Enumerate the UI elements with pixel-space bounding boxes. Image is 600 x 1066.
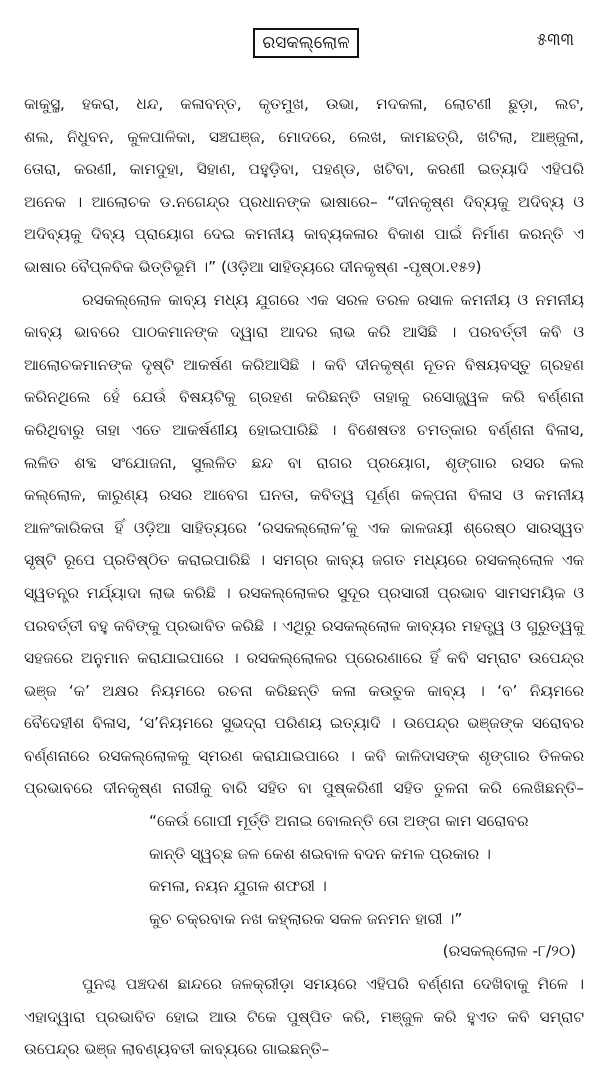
text-line: ପ୍ରଭାବରେ ଦୀନକୃଷ୍ଣ ନାରୀକୁ ବାରି ସହିତ ବା ପୁଷ୍କରିଣୀ ସହିତ ତୁଳନା କରି ଲେଖିଛନ୍ତି– — [24, 779, 584, 798]
text-line: ଆଲୋଚକମାନଙ୍କ ଦୃଷ୍ଟି ଆକର୍ଷଣ କରିଆସିଛି । କବି ଦୀନକୃଷ୍ଣ ନୂତନ ବିଷୟବସ୍ତୁ ଗ୍ରହଣ — [24, 355, 584, 374]
text-line: କାକୁସ୍ଥ, ହକରା, ଧନ୍ଦ, କଳାବନ୍ତ, କୃତମୁଖ, ଉଭା, ମଦକଳା, ଲୋଟଣୀ ଛୁଡ଼ା, ଲଟ, — [24, 95, 584, 113]
text-line: ଲଳିତ ଶବ୍ଦ ସଂଯୋଜନା, ସୁଲଳିତ ଛନ୍ଦ ବା ରାଗର ପ୍ରୟୋଗ, ଶୃଙ୍ଗାର ରସର କଲ — [24, 453, 584, 472]
text-line: ପୁନଶ୍ଚ ପଞ୍ଚଦଶ ଛାନ୍ଦରେ ଜଳକ୍ରୀଡ଼ା ସମୟରେ ଏହିପରି ବର୍ଣ୍ଣନା ଦେଖିବାକୁ ମିଳେ । — [82, 975, 584, 994]
text-line: କଲ୍ଲୋଳ, କାରୁଣ୍ୟ ରସର ଆବେଗ ଘନତା, କବିତ୍ୱ ପୂର୍ଣ୍ଣ କଳ୍ପନା ବିଳାସ ଓ କମନୀୟ — [24, 486, 584, 505]
verse-line: କାନ୍ତି ସ୍ୱଚ୍ଛ ଜଳ କେଶ ଶଇବାଳ ବଦନ କମଳ ପ୍ରକାର । — [149, 844, 491, 863]
text-line: ସୃଷ୍ଟି ରୂପେ ପ୍ରତିଷ୍ଠିତ କରାଇପାରିଛି । ସମଗ୍ର କାବ୍ୟ ଜଗତ ମଧ୍ୟରେ ରସକଲ୍ଲୋଳ ଏକ — [24, 551, 584, 570]
verse-line: କମଳା, ନୟନ ଯୁଗଳ ଶଫରୀ । — [149, 877, 327, 896]
verse-quote — [24, 805, 584, 935]
text-line: ଅଦିବ୍ୟକୁ ଦିବ୍ୟ ପ୍ରାୟୋଗ ଦେଇ କମନୀୟ କାବ୍ୟକଳାର ବିକାଶ ପାଇଁ ନିର୍ମାଣ କରନ୍ତି ଏ — [24, 225, 584, 244]
text-line: କାବ୍ୟ ଭାବରେ ପାଠକମାନଙ୍କ ଦ୍ୱାରା ଆଦର ଲାଭ କରି ଆସିଛି । ପରବର୍ତ୍ତୀ କବି ଓ — [24, 323, 584, 342]
paragraph-3 — [24, 968, 584, 1066]
text-line: ଅନେକ । ଆଲୋଚକ ଡ.ନଗେନ୍ଦ୍ର ପ୍ରଧାନଙ୍କ ଭାଷାରେ– “ଦୀନକୃଷ୍ଣ ଦିବ୍ୟକୁ ଅଦିବ୍ୟ ଓ — [24, 192, 584, 211]
text-line: ରସକଲ୍ଲୋଳ କାବ୍ୟ ମଧ୍ୟ ଯୁଗରେ ଏକ ସରଳ ତରଳ ରସାଳ କମନୀୟ ଓ ନମନୀୟ — [82, 290, 584, 309]
paragraph-2 — [24, 284, 584, 806]
text-line: ଶଲ, ନିଧୁବନ, କୁଳପାଳିକା, ସଞ୍ଚଘଞ୍ଜ, ମୋଦରେ, ଲେଖ, କାମଛତ୍ରି, ଖଟିଲା, ଆଞ୍ଜୁଳା, — [24, 127, 584, 146]
verse-line: “କେଉଁ ଗୋପୀ ମୂର୍ତ୍ତି ଅନାଇ ବୋଲନ୍ତି ତୋ ଅଙ୍ଗ କାମ ସରୋବର — [149, 812, 529, 831]
text-line: ପରବର୍ତ୍ତୀ ବହୁ କବିଙ୍କୁ ପ୍ରଭାବିତ କରିଛି । ଏଥିରୁ ରସକଲ୍ଲୋଳ କାବ୍ୟର ମହତ୍ତ୍ୱ ଓ ଗୁରୁତ୍ୱକୁ — [24, 616, 584, 635]
text-line: ଆଳଂକାରିକତା ହିଁ ଓଡ଼ିଆ ସାହିତ୍ୟରେ ‘ରସକଲ୍ଲୋଳ’କୁ ଏକ କାଳଜୟୀ ଶ୍ରେଷ୍ଠ ସାରସ୍ୱତ — [24, 518, 584, 537]
verse-line: କୁଚ ଚକ୍ରବାକ ନଖ କହ୍ଲାରକ ସକଳ ଜନମନ ହାରୀ ।” — [149, 909, 463, 928]
text-line: ବର୍ଣ୍ଣନାରେ ରସକଲ୍ଲୋଳକୁ ସ୍ମରଣ କରାଯାଇପାରେ । କବି କାଳିଦାସଙ୍କ ଶୃଙ୍ଗାର ତିଳକର — [24, 746, 584, 765]
text-line: କରିଥିବାରୁ ତାହା ଏତେ ଆକର୍ଷଣୀୟ ହୋଇପାରିଛି । ବିଶେଷତଃ ଚମତ୍କାର ବର୍ଣ୍ଣନା ବିଳାସ, — [24, 420, 584, 439]
text-line: ସହଜରେ ଅନୁମାନ କରାଯାଇପାରେ । ରସକଲ୍ଲୋଳର ପ୍ରେରଣାରେ ହିଁ କବି ସମ୍ରାଟ ଉପେନ୍ଦ୍ର — [24, 649, 584, 668]
text-line: ବୈଦେହୀଶ ବିଳାସ, ‘ସ’ନିୟମରେ ସୁଭଦ୍ରା ପରିଣୟ ଇତ୍ୟାଦି । ଉପେନ୍ଦ୍ର ଭଞ୍ଜଙ୍କ ସରୋବର — [24, 714, 584, 733]
text-line: ସ୍ୱତନ୍ତ୍ର ମର୍ଯ୍ୟାଦା ଲାଭ କରିଛି । ରସକଲ୍ଲୋଳର ସୁଦୂର ପ୍ରସାରୀ ପ୍ରଭାବ ସାମସମୟିକ ଓ — [24, 583, 584, 602]
text-line: ଉପେନ୍ଦ୍ର ଭଞ୍ଜ ଲାବଣ୍ୟବତୀ କାବ୍ୟରେ ଗାଇଛନ୍ତି– — [24, 1040, 330, 1059]
text-line: ଭଞ୍ଜ ‘କ’ ଅକ୍ଷର ନିୟମରେ ରଚନା କରିଛନ୍ତି କଳା କଉତୁକ କାବ୍ୟ । ‘ବ’ ନିୟମରେ — [24, 681, 584, 700]
page-number: ୫୩୩ — [536, 30, 574, 50]
paragraph-1 — [24, 88, 584, 284]
running-title: ରସକଲ୍ଲୋଳ — [253, 28, 359, 58]
text-line: ଭାଷାର ବୈପ୍ଳବିକ ଭିତ୍ତିଭୂମି ।” (ଓଡ଼ିଆ ସାହିତ୍ୟରେ ଦୀନକୃଷ୍ଣ -ପୃଷ୍ଠା.୧୫୨) — [24, 257, 482, 276]
text-line: ତୋରା, କରଣୀ, କାମଦୁହା, ସିହାଣ, ପହୁଡ଼ିବା, ପହଣ୍ଡ, ଖଟିବା, କରଣୀ ଇତ୍ୟାଦି ଏହିପରି — [24, 160, 584, 179]
text-line: ଏହାଦ୍ୱାରା ପ୍ରଭାବିତ ହୋଇ ଆଉ ଟିକେ ପୁଷ୍ପିତ କରି, ମଞ୍ଜୁଳ କରି ହୁଏତ କବି ସମ୍ରାଟ — [24, 1007, 584, 1026]
page-header — [0, 26, 600, 66]
verse-source: (ରସକଲ୍ଲୋଳ -୮/୨୦) — [442, 942, 576, 961]
body-text — [24, 88, 584, 1066]
text-line: କରିନଥିଲେ ହେଁ ଯେଉଁ ବିଷୟଟିକୁ ଗ୍ରହଣ କରିଛନ୍ତି ତାହାକୁ ରସୋଜ୍ଜ୍ୱଳ କରି ବର୍ଣ୍ଣନା — [24, 388, 584, 407]
